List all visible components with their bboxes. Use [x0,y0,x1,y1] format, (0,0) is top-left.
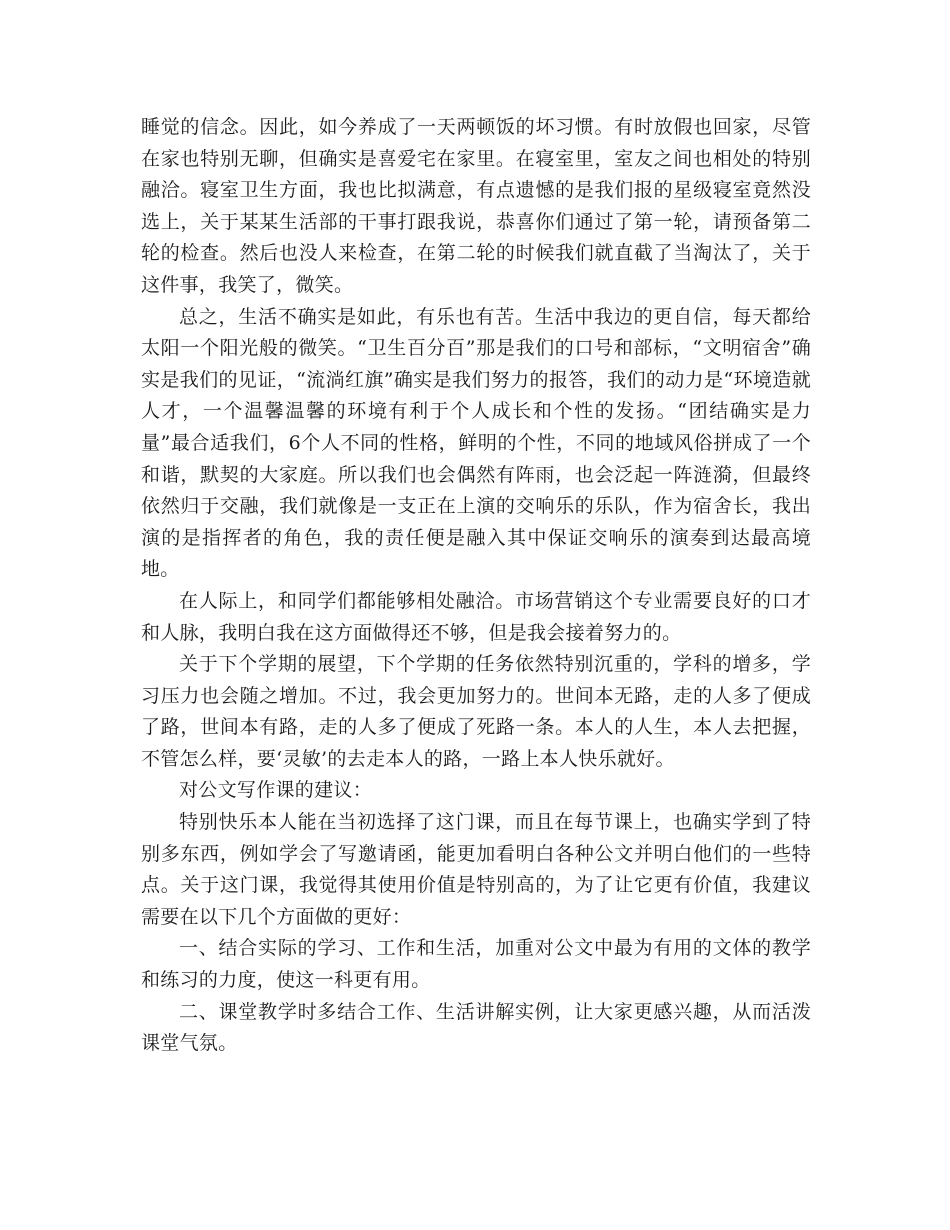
paragraph-1: 睡觉的信念。因此，如今养成了一天两顿饭的坏习惯。有时放假也回家，尽管在家也特别无聊，但确实是喜爱宅在家里。在寝室里，室友之间也相处的特别融洽。寝室卫生方面，我也比拟满意，有点遗憾的是我们报的星级寝室竟然没选上，关于某某生活部的干事打跟我说，恭喜你们通过了第一轮，请预备第二轮的检查。然后也没人来检查，在第二轮的时候我们就直截了当淘汰了，关于这件事，我笑了，微笑。 [141,116,811,296]
document-body [141,112,811,1060]
paragraph-3: 在人际上，和同学们都能够相处融洽。市场营销这个专业需要良好的口才和人脉，我明白我在这方面做得还不够，但是我会接着努力的。 [141,589,811,644]
paragraph-heading-suggestions: 对公文写作课的建议： [179,779,373,802]
paragraph-suggestion-1: 一、结合实际的学习、工作和生活，加重对公文中最为有用的文体的教学和练习的力度，使这一科更有用。 [141,937,811,992]
paragraph-suggestion-2: 二、课堂教学时多结合工作、生活讲解实例，让大家更感兴趣，从而活泼课堂气氛。 [141,1000,811,1055]
paragraph-4: 关于下个学期的展望，下个学期的任务依然特别沉重的，学科的增多，学习压力也会随之增加。不过，我会更加努力的。世间本无路，走的人多了便成了路，世间本有路，走的人多了便成了死路一条。本人的人生，本人去把握，不管怎么样，要‘灵敏’的去走本人的路，一路上本人快乐就好。 [141,653,811,770]
paragraph-2: 总之，生活不确实是如此，有乐也有苦。生活中我边的更自信，每天都给太阳一个阳光般的微笑。“卫生百分百”那是我们的口号和部标，“文明宿舍”确实是我们的见证，“流淌红旗”确实是我们努力的报答，我们的动力是“环境造就人才，一个温馨温馨的环境有利于个人成长和个性的发扬。“团结确实是力量”最合适我们，6个人不同的性格，鲜明的个性，不同的地域风俗拼成了一个和谐，默契的大家庭。所以我们也会偶然有阵雨，也会泛起一阵涟漪，但最终依然归于交融，我们就像是一支正在上演的交响乐的乐队，作为宿舍长，我出演的是指挥者的角色，我的责任便是融入其中保证交响乐的演奏到达最高境地。 [141,305,811,581]
paragraph-6: 特别快乐本人能在当初选择了这门课，而且在每节课上，也确实学到了特别多东西，例如学会了写邀请函，能更加看明白各种公文并明白他们的一些特点。关于这门课，我觉得其使用价值是特别高的，为了让它更有价值，我建议需要在以下几个方面做的更好： [141,811,811,928]
